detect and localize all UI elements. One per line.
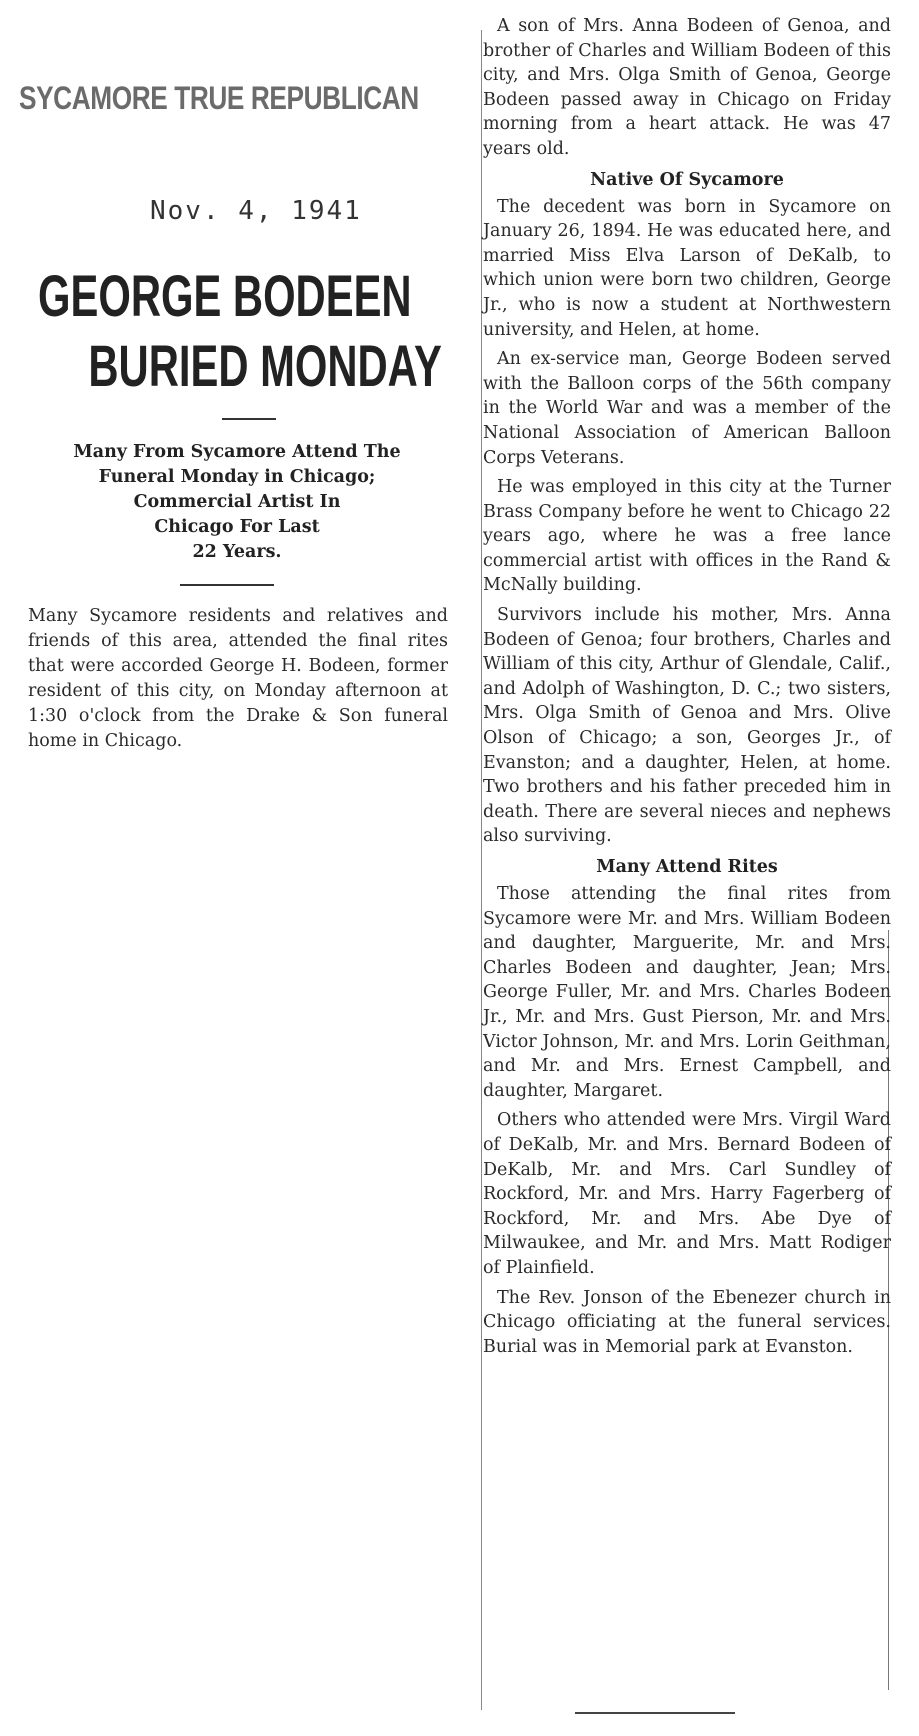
article-paragraph: He was employed in this city at the Turner Brass Company before he went to Chicago 22 years ago, where he was a free lance commercial artist with offices in the Rand & McNally building. [483,477,891,596]
subheadline-deck [28,440,446,565]
article-paragraph: A son of Mrs. Anna Bodeen of Genoa, and brother of Charles and William Bodeen of this city, and Mrs. Olga Smith of Genoa, George Bodeen passed away in Chicago on Friday morning from a heart attack. He was 47 years old. [483,16,891,159]
article-end-rule [575,1712,735,1714]
right-column [483,14,891,1364]
headline-line-1: GEORGE BODEEN [38,264,412,329]
deck-line: 22 Years. [192,542,282,562]
headline-line-2: BURIED MONDAY [88,334,442,399]
deck-line: Many From Sycamore Attend The [73,442,401,462]
publication-date: Nov. 4, 1941 [150,196,362,226]
deck-line: Funeral Monday in Chicago; [98,467,376,487]
article-paragraph: Survivors include his mother, Mrs. Anna Bodeen of Genoa; four brothers, Charles and William of this city, Arthur of Glendale, Calif., and Adolph of Washington, D. C.; two sisters, Mrs. Olga Smith of Genoa and Mrs. Olive Olson of Chicago; a son, Georges Jr., of Evanston; and a daughter, Helen, at home. Two brothers and his father preceded him in death. There are several nieces and nephews also surviving. [483,605,891,847]
article-paragraph: Those attending the final rites from Sycamore were Mr. and Mrs. William Bodeen and daughter, Marguerite, Mr. and Mrs. Charles Bodeen and daughter, Jean; Mrs. George Fuller, Mr. and Mrs. Charles Bodeen Jr., Mr. and Mrs. Gust Pierson, Mr. and Mrs. Victor Johnson, Mr. and Mrs. Lorin Geithman, and Mr. and Mrs. Ernest Campbell, and daughter, Margaret. [483,884,891,1101]
section-subhead: Native Of Sycamore [590,169,784,190]
deck-line: Chicago For Last [154,517,320,537]
deck-divider [180,584,274,586]
headline [38,262,442,402]
section-subhead: Many Attend Rites [596,857,778,877]
deck-line: Commercial Artist In [133,492,341,512]
article-paragraph: An ex-service man, George Bodeen served with the Balloon corps of the 56th company in the World War and was a member of the National Association of American Balloon Corps Veterans. [483,349,891,468]
masthead-stamp: SYCAMORE TRUE REPUBLICAN [19,80,419,116]
article-paragraph: Others who attended were Mrs. Virgil Ward of DeKalb, Mr. and Mrs. Bernard Bodeen of DeKalb, Mr. and Mrs. Carl Sundley of Rockford, Mr. and Mrs. Harry Fagerberg of Rockford, Mr. and Mrs. Abe Dye of Milwaukee, and Mr. and Mrs. Matt Rodiger of Plainfield. [483,1110,891,1278]
column-divider [481,30,482,1710]
article-paragraph: The decedent was born in Sycamore on January 26, 1894. He was educated here, and married Miss Elva Larson of DeKalb, to which union were born two children, George Jr., who is now a student at Northwestern university, and Helen, at home. [483,196,891,340]
headline-divider [222,418,276,420]
lede-paragraph: Many Sycamore residents and relatives and friends of this area, attended the final rites that were accorded George H. Bodeen, former resident of this city, on Monday afternoon at 1:30 o'clock from the Drake & Son funeral home in Chicago. [28,606,448,751]
article-paragraph: The Rev. Jonson of the Ebenezer church in Chicago officiating at the funeral services. Burial was in Memorial park at Evanston. [483,1287,891,1357]
